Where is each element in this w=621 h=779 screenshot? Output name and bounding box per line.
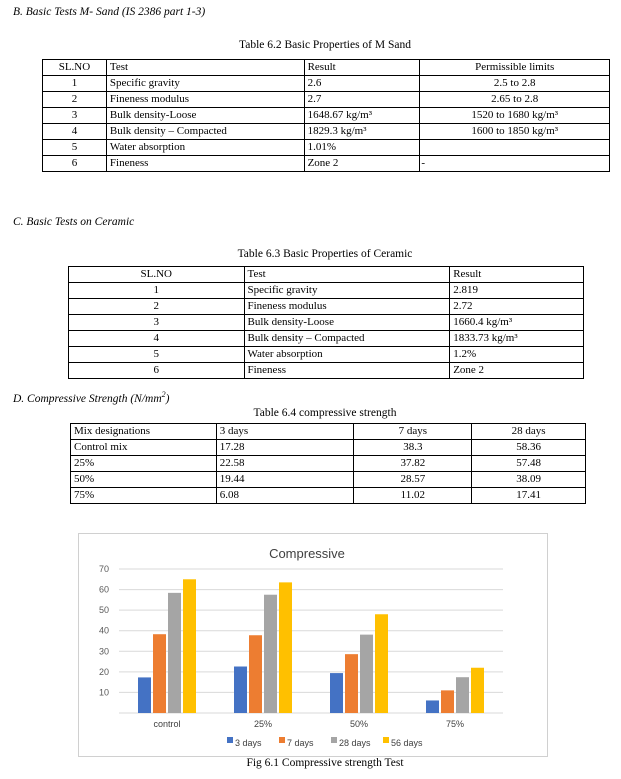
- table-cell: 2.5 to 2.8: [420, 76, 610, 92]
- table-cell: Fineness modulus: [244, 299, 450, 315]
- compressive-strength-table: [70, 423, 586, 504]
- header-cell: Test: [244, 267, 450, 283]
- table-row: [43, 156, 610, 172]
- bar-3-days-50pct: [330, 673, 343, 713]
- table-row: [69, 331, 584, 347]
- table-cell: 1660.4 kg/m³: [450, 315, 584, 331]
- header-cell: SL.NO: [69, 267, 245, 283]
- table-cell: 4: [43, 124, 107, 140]
- table-cell: 6.08: [216, 488, 354, 504]
- table-cell: -: [420, 156, 610, 172]
- table-cell: 38.09: [472, 472, 586, 488]
- bar-3-days-25pct: [234, 667, 247, 713]
- header-cell: 7 days: [354, 424, 472, 440]
- table-cell: [420, 140, 610, 156]
- section-b-heading: B. Basic Tests M- Sand (IS 2386 part 1-3): [13, 6, 206, 18]
- legend-swatch: [227, 737, 233, 743]
- y-tick-label: 60: [99, 584, 110, 595]
- table-cell: 1829.3 kg/m³: [304, 124, 420, 140]
- table-header-row: [69, 267, 584, 283]
- table-cell: Water absorption: [106, 140, 304, 156]
- chart-title: Compressive: [269, 546, 345, 561]
- bar-7-days-control: [153, 634, 166, 713]
- table-cell: Zone 2: [450, 363, 584, 379]
- bar-3-days-control: [138, 677, 151, 713]
- bar-28-days-control: [168, 593, 181, 713]
- table-cell: Specific gravity: [106, 76, 304, 92]
- table-cell: 11.02: [354, 488, 472, 504]
- table-row: [43, 140, 610, 156]
- header-cell: Result: [304, 60, 420, 76]
- legend-label: 7 days: [287, 738, 314, 748]
- legend-swatch: [383, 737, 389, 743]
- table-cell: 1520 to 1680 kg/m³: [420, 108, 610, 124]
- table-row: [69, 299, 584, 315]
- table-cell: 3: [69, 315, 245, 331]
- table-cell: 25%: [71, 456, 217, 472]
- table-row: [43, 124, 610, 140]
- table-row: [69, 347, 584, 363]
- x-tick-label: 75%: [445, 719, 465, 729]
- table-cell: 37.82: [354, 456, 472, 472]
- table-row: [69, 283, 584, 299]
- y-tick-label: 20: [99, 666, 110, 677]
- bar-56-days-25pct: [279, 582, 292, 713]
- bar-28-days-50pct: [360, 635, 373, 713]
- section-c-heading: C. Basic Tests on Ceramic: [13, 216, 135, 228]
- table-row: [69, 315, 584, 331]
- table-cell: 1648.67 kg/m³: [304, 108, 420, 124]
- table-row: [69, 363, 584, 379]
- table-cell: 75%: [71, 488, 217, 504]
- header-cell: Mix designations: [71, 424, 217, 440]
- table-row: [43, 76, 610, 92]
- table-cell: 1.01%: [304, 140, 420, 156]
- header-cell: Permissible limits: [420, 60, 610, 76]
- table-cell: Fineness: [106, 156, 304, 172]
- section-d-text: D. Compressive Strength (N/mm: [13, 392, 162, 405]
- table-row: [43, 108, 610, 124]
- x-tick-label: 25%: [253, 719, 273, 729]
- bar-56-days-50pct: [375, 614, 388, 713]
- chart-bars: [138, 579, 484, 713]
- table-cell: 17.28: [216, 440, 354, 456]
- table-cell: 4: [69, 331, 245, 347]
- table-cell: Control mix: [71, 440, 217, 456]
- table-header-row: [71, 424, 586, 440]
- table-cell: 58.36: [472, 440, 586, 456]
- table-cell: 2.72: [450, 299, 584, 315]
- table-row: [71, 440, 586, 456]
- legend-label: 56 days: [391, 738, 423, 748]
- bar-7-days-75pct: [441, 690, 454, 713]
- table-6-3-caption: Table 6.3 Basic Properties of Ceramic: [237, 248, 413, 260]
- table-cell: 3: [43, 108, 107, 124]
- y-tick-label: 70: [99, 564, 110, 574]
- y-tick-label: 10: [99, 687, 110, 698]
- header-cell: 28 days: [472, 424, 586, 440]
- table-cell: 17.41: [472, 488, 586, 504]
- legend-swatch: [279, 737, 285, 743]
- table-header-row: [43, 60, 610, 76]
- table-cell: 6: [43, 156, 107, 172]
- table-cell: Bulk density – Compacted: [244, 331, 450, 347]
- table-row: [43, 92, 610, 108]
- table-cell: Bulk density-Loose: [106, 108, 304, 124]
- table-cell: 5: [69, 347, 245, 363]
- table-cell: 5: [43, 140, 107, 156]
- table-cell: 1.2%: [450, 347, 584, 363]
- table-cell: 38.3: [354, 440, 472, 456]
- bar-28-days-25pct: [264, 595, 277, 713]
- superscript: 2: [161, 390, 166, 399]
- table-cell: 28.57: [354, 472, 472, 488]
- legend-swatch: [331, 737, 337, 743]
- bar-7-days-25pct: [249, 635, 262, 713]
- legend-label: 28 days: [339, 738, 371, 748]
- table-cell: 57.48: [472, 456, 586, 472]
- table-cell: Bulk density – Compacted: [106, 124, 304, 140]
- bar-56-days-control: [183, 579, 196, 713]
- bar-28-days-75pct: [456, 677, 469, 713]
- table-cell: Fineness modulus: [106, 92, 304, 108]
- bar-56-days-75pct: [471, 668, 484, 713]
- table-cell: 2: [69, 299, 245, 315]
- table-cell: 50%: [71, 472, 217, 488]
- table-cell: 2: [43, 92, 107, 108]
- table-6-2-caption: Table 6.2 Basic Properties of M Sand: [239, 39, 411, 51]
- bar-3-days-75pct: [426, 700, 439, 713]
- table-cell: 6: [69, 363, 245, 379]
- m-sand-properties-table: [42, 59, 610, 172]
- table-cell: Fineness: [244, 363, 450, 379]
- table-cell: 19.44: [216, 472, 354, 488]
- header-cell: 3 days: [216, 424, 354, 440]
- table-row: [71, 456, 586, 472]
- section-d-heading: [13, 390, 169, 405]
- table-cell: 1: [69, 283, 245, 299]
- x-tick-label: 50%: [349, 719, 369, 729]
- table-cell: Zone 2: [304, 156, 420, 172]
- table-cell: 1: [43, 76, 107, 92]
- table-row: [71, 488, 586, 504]
- compressive-bar-chart: [79, 534, 547, 756]
- table-cell: 1600 to 1850 kg/m³: [420, 124, 610, 140]
- header-cell: SL.NO: [43, 60, 107, 76]
- table-6-4-caption: Table 6.4 compressive strength: [253, 407, 397, 419]
- table-cell: 2.7: [304, 92, 420, 108]
- x-tick-label: control: [153, 719, 181, 729]
- table-cell: Specific gravity: [244, 283, 450, 299]
- legend-label: 3 days: [235, 738, 262, 748]
- table-cell: Bulk density-Loose: [244, 315, 450, 331]
- table-cell: 2.819: [450, 283, 584, 299]
- bar-7-days-50pct: [345, 654, 358, 713]
- y-tick-label: 30: [99, 646, 110, 657]
- table-row: [71, 472, 586, 488]
- y-tick-label: 50: [99, 605, 110, 616]
- table-cell: 1833.73 kg/m³: [450, 331, 584, 347]
- table-cell: 22.58: [216, 456, 354, 472]
- compressive-chart-frame: [78, 533, 548, 757]
- figure-caption: Fig 6.1 Compressive strength Test: [246, 757, 404, 769]
- ceramic-properties-table: [68, 266, 584, 379]
- y-tick-label: 40: [99, 625, 110, 636]
- header-cell: Test: [106, 60, 304, 76]
- table-cell: Water absorption: [244, 347, 450, 363]
- header-cell: Result: [450, 267, 584, 283]
- chart-legend: [227, 737, 423, 748]
- section-d-end: ): [165, 392, 170, 405]
- table-cell: 2.6: [304, 76, 420, 92]
- table-cell: 2.65 to 2.8: [420, 92, 610, 108]
